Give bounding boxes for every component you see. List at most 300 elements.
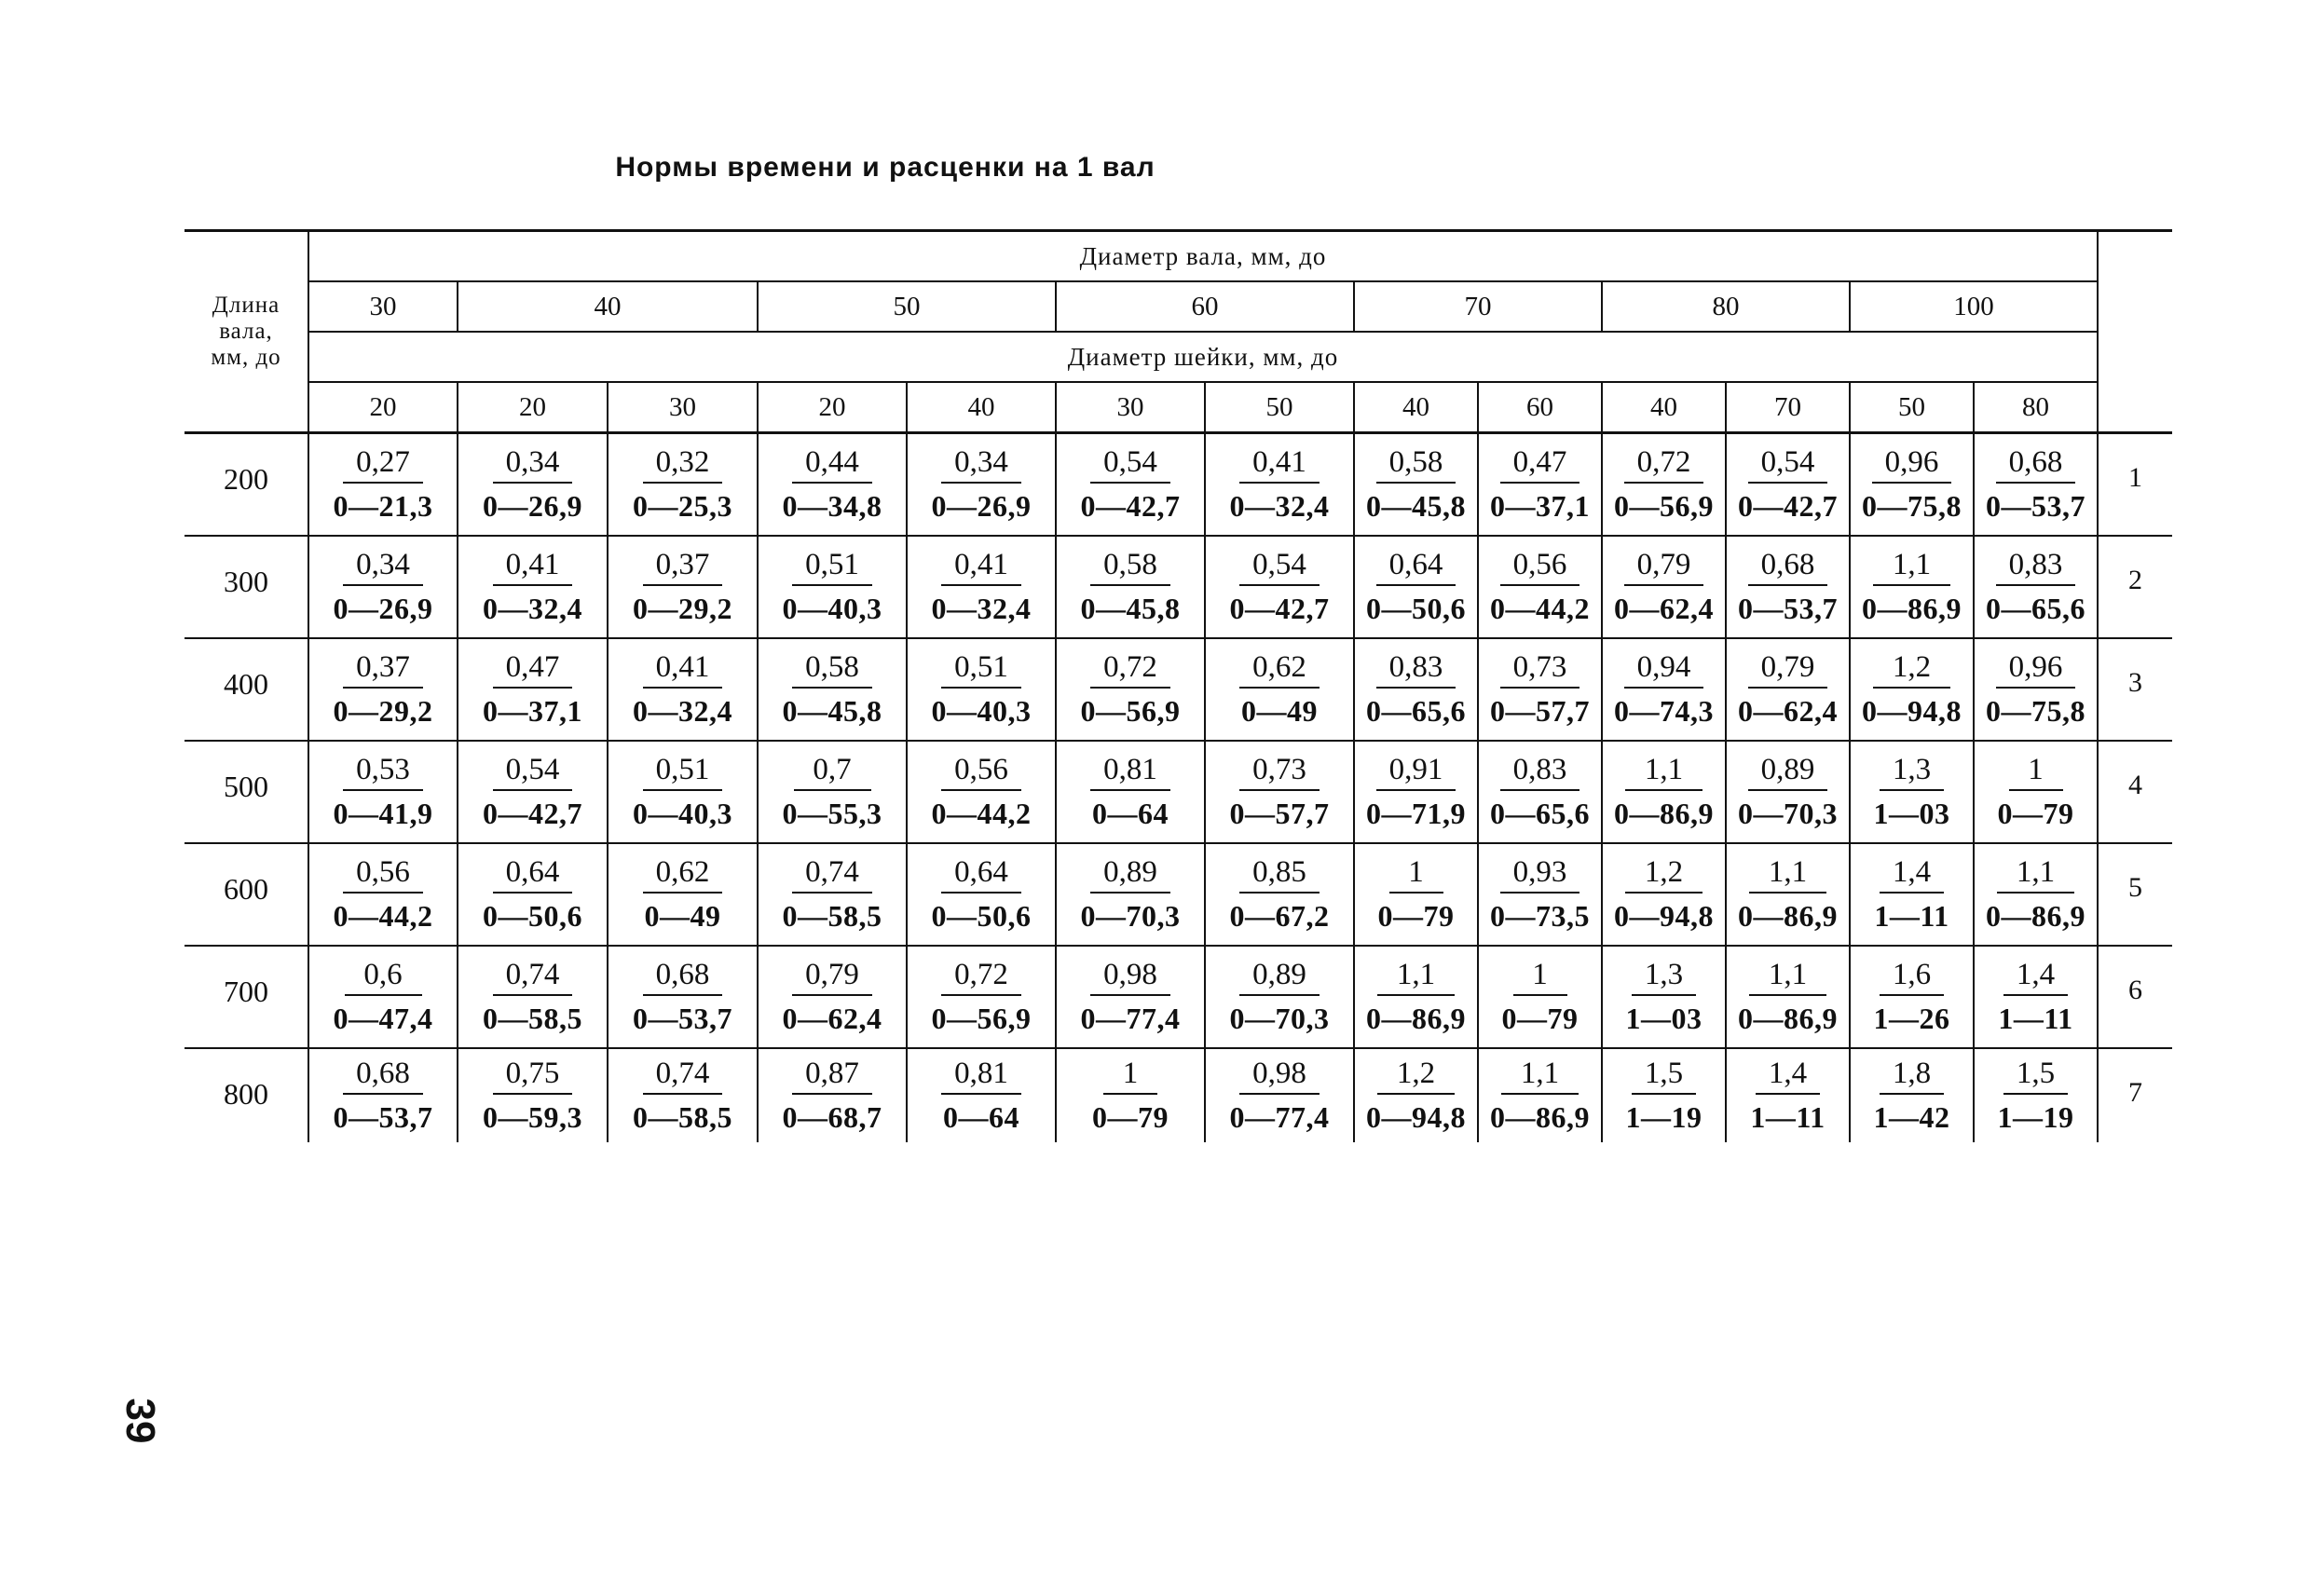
rate-value: 1—11 xyxy=(1750,1100,1826,1134)
rate-value: 0—79 xyxy=(1092,1100,1169,1134)
time-norm: 0,87 xyxy=(792,1056,872,1095)
time-rate-fraction xyxy=(1744,1056,1831,1136)
time-norm: 1,8 xyxy=(1880,1056,1944,1095)
time-rate-fraction xyxy=(334,957,433,1037)
rate-value: 0—77,4 xyxy=(1229,1100,1330,1134)
norm-cell xyxy=(1602,638,1726,741)
time-norm: 0,41 xyxy=(493,547,573,586)
time-rate-fraction xyxy=(1079,547,1182,627)
rate-value: 0—40,3 xyxy=(782,592,882,625)
time-rate-fraction xyxy=(1079,649,1182,730)
time-rate-fraction xyxy=(1228,752,1331,832)
norm-cell xyxy=(1850,946,1974,1048)
rate-value: 0—75,8 xyxy=(1862,489,1962,523)
rate-value: 0—32,4 xyxy=(633,694,732,728)
rate-value: 0—86,9 xyxy=(1490,1100,1590,1134)
time-rate-fraction xyxy=(1737,649,1839,730)
time-rate-fraction xyxy=(783,752,882,832)
time-rate-fraction xyxy=(482,957,584,1037)
norm-cell xyxy=(1974,1048,2098,1142)
time-norm: 0,89 xyxy=(1090,854,1170,893)
rate-value: 0—49 xyxy=(644,899,721,933)
norm-cell xyxy=(1354,433,1478,537)
shaft-diameter-cell: 40 xyxy=(458,281,758,332)
rate-value: 0—37,1 xyxy=(1490,489,1590,523)
length-header-line: мм, до xyxy=(211,345,281,370)
rate-value: 1—11 xyxy=(1874,899,1949,933)
rate-value: 0—57,7 xyxy=(1229,797,1330,830)
neck-diameter-cell: 80 xyxy=(1974,382,2098,433)
time-rate-fraction xyxy=(930,752,1032,832)
rate-value: 0—58,5 xyxy=(483,1002,582,1035)
rate-value: 0—62,4 xyxy=(1614,592,1714,625)
time-norm: 0,73 xyxy=(1500,649,1580,689)
time-norm: 0,83 xyxy=(1376,649,1456,689)
norm-cell xyxy=(1726,1048,1850,1142)
rate-value: 0—32,4 xyxy=(1229,489,1330,523)
rate-value: 0—67,2 xyxy=(1229,899,1330,933)
time-norm: 1,3 xyxy=(1632,957,1696,996)
time-rate-fraction xyxy=(1079,957,1182,1037)
norm-cell xyxy=(758,433,907,537)
time-rate-fraction xyxy=(632,1056,734,1136)
rate-value: 0—53,7 xyxy=(1986,489,2085,523)
time-norm: 1 xyxy=(2009,752,2063,791)
time-rate-fraction xyxy=(632,752,734,832)
time-norm: 0,37 xyxy=(343,649,423,689)
row-number: 5 xyxy=(2098,843,2172,946)
rate-value: 0—21,3 xyxy=(333,489,433,523)
norm-cell xyxy=(1850,536,1974,638)
shaft-diameter-header: Диаметр вала, мм, до xyxy=(308,231,2098,282)
time-norm: 1,1 xyxy=(1501,1056,1579,1095)
time-rate-fraction xyxy=(332,649,434,730)
norm-cell xyxy=(1602,536,1726,638)
shaft-diameter-cell: 30 xyxy=(308,281,458,332)
time-norm: 0,83 xyxy=(1500,752,1580,791)
time-norm: 0,68 xyxy=(343,1056,423,1095)
rate-value: 0—26,9 xyxy=(333,592,433,625)
rate-value: 0—58,5 xyxy=(633,1100,732,1134)
norm-cell xyxy=(608,638,758,741)
rate-value: 0—86,9 xyxy=(1738,1002,1838,1035)
norm-cell xyxy=(1478,1048,1602,1142)
rate-value: 0—37,1 xyxy=(483,694,582,728)
row-number: 4 xyxy=(2098,741,2172,843)
table-row xyxy=(185,946,2172,1048)
norm-cell xyxy=(1478,536,1602,638)
rate-value: 0—50,6 xyxy=(931,899,1032,933)
shaft-diameter-cell: 60 xyxy=(1056,281,1354,332)
time-norm: 0,47 xyxy=(493,649,573,689)
time-norm: 0,72 xyxy=(1624,444,1704,484)
table-row xyxy=(185,843,2172,946)
time-norm: 0,79 xyxy=(1748,649,1828,689)
norm-cell xyxy=(1974,741,2098,843)
time-rate-fraction xyxy=(1365,752,1468,832)
neck-diameter-cell: 50 xyxy=(1850,382,1974,433)
norm-cell xyxy=(308,946,458,1048)
rate-value: 0—53,7 xyxy=(633,1002,732,1035)
rate-value: 0—29,2 xyxy=(333,694,433,728)
time-norm: 0,41 xyxy=(941,547,1021,586)
time-norm: 1,2 xyxy=(1625,854,1702,893)
rate-value: 0—32,4 xyxy=(483,592,582,625)
rate-value: 0—29,2 xyxy=(633,592,732,625)
rate-value: 0—73,5 xyxy=(1490,899,1590,933)
time-norm: 1,4 xyxy=(1756,1056,1820,1095)
rate-value: 0—75,8 xyxy=(1986,694,2085,728)
norm-cell xyxy=(758,536,907,638)
time-rate-fraction xyxy=(332,854,434,934)
rate-value: 0—42,7 xyxy=(483,797,582,830)
time-rate-fraction xyxy=(1079,444,1182,525)
neck-diameter-cell: 40 xyxy=(907,382,1056,433)
length-cell: 300 xyxy=(185,536,308,638)
time-norm: 0,51 xyxy=(792,547,872,586)
norm-cell xyxy=(608,741,758,843)
rate-value: 0—77,4 xyxy=(1080,1002,1181,1035)
rate-value: 0—45,8 xyxy=(1366,489,1466,523)
norm-cell xyxy=(1974,433,2098,537)
rate-value: 0—70,3 xyxy=(1229,1002,1330,1035)
time-rate-fraction xyxy=(1502,957,1579,1037)
norm-cell xyxy=(1478,433,1602,537)
time-norm: 0,53 xyxy=(343,752,423,791)
rate-value: 0—94,8 xyxy=(1862,694,1962,728)
time-rate-fraction xyxy=(1365,547,1468,627)
time-norm: 0,83 xyxy=(1996,547,2076,586)
time-rate-fraction xyxy=(1228,1056,1331,1136)
time-norm: 0,91 xyxy=(1376,752,1456,791)
norm-cell xyxy=(308,1048,458,1142)
time-rate-fraction xyxy=(482,649,584,730)
rate-value: 1—42 xyxy=(1873,1100,1950,1134)
norm-cell xyxy=(1850,1048,1974,1142)
time-norm: 0,79 xyxy=(792,957,872,996)
time-norm: 1 xyxy=(1389,854,1443,893)
time-norm: 0,72 xyxy=(941,957,1021,996)
rate-value: 0—86,9 xyxy=(1862,592,1962,625)
rate-value: 0—47,4 xyxy=(333,1002,433,1035)
time-norm: 0,72 xyxy=(1090,649,1170,689)
time-rate-fraction xyxy=(1613,649,1716,730)
norm-cell xyxy=(1056,1048,1205,1142)
time-norm: 1,3 xyxy=(1880,752,1944,791)
norm-cell xyxy=(758,946,907,1048)
norm-cell xyxy=(1056,433,1205,537)
time-norm: 0,51 xyxy=(941,649,1021,689)
time-norm: 0,44 xyxy=(792,444,872,484)
norm-cell xyxy=(1602,946,1726,1048)
time-rate-fraction xyxy=(1613,547,1716,627)
row-number: 2 xyxy=(2098,536,2172,638)
time-norm: 0,79 xyxy=(1624,547,1704,586)
time-norm: 0,74 xyxy=(792,854,872,893)
time-rate-fraction xyxy=(632,444,734,525)
time-rate-fraction xyxy=(1079,854,1182,934)
rate-value: 0—58,5 xyxy=(782,899,882,933)
rate-value: 0—44,2 xyxy=(333,899,433,933)
time-norm: 0,41 xyxy=(1239,444,1320,484)
rate-value: 0—71,9 xyxy=(1366,797,1466,830)
time-norm: 0,56 xyxy=(941,752,1021,791)
time-norm: 0,34 xyxy=(941,444,1021,484)
time-rate-fraction xyxy=(1092,1056,1169,1136)
rate-value: 1—11 xyxy=(1998,1002,2073,1035)
row-number: 7 xyxy=(2098,1048,2172,1142)
norm-cell xyxy=(1726,433,1850,537)
time-norm: 0,75 xyxy=(493,1056,573,1095)
row-number: 6 xyxy=(2098,946,2172,1048)
time-rate-fraction xyxy=(781,854,883,934)
time-norm: 1,1 xyxy=(1377,957,1455,996)
norm-cell xyxy=(907,638,1056,741)
rate-value: 0—65,6 xyxy=(1986,592,2085,625)
neck-diameter-cell: 40 xyxy=(1354,382,1478,433)
time-norm: 1,4 xyxy=(1880,854,1944,893)
neck-diameter-cell: 20 xyxy=(458,382,608,433)
time-norm: 0,93 xyxy=(1500,854,1580,893)
rate-value: 0—42,7 xyxy=(1229,592,1330,625)
norm-cell xyxy=(1726,536,1850,638)
norm-cell xyxy=(308,843,458,946)
table-row xyxy=(185,1048,2172,1142)
time-norm: 0,41 xyxy=(643,649,723,689)
norm-cell xyxy=(458,1048,608,1142)
time-rate-fraction xyxy=(1862,547,1962,627)
norm-cell xyxy=(1354,843,1478,946)
rate-value: 0—44,2 xyxy=(1490,592,1590,625)
row-number-header xyxy=(2098,231,2172,433)
norm-cell xyxy=(1974,946,2098,1048)
time-rate-fraction xyxy=(482,1056,584,1136)
time-rate-fraction xyxy=(1365,444,1468,525)
rate-value: 0—53,7 xyxy=(1738,592,1838,625)
rate-value: 0—40,3 xyxy=(931,694,1032,728)
row-number: 1 xyxy=(2098,433,2172,537)
time-rate-fraction xyxy=(1868,1056,1955,1136)
time-norm: 0,54 xyxy=(1090,444,1170,484)
time-norm: 0,64 xyxy=(1376,547,1456,586)
rate-value: 0—79 xyxy=(1501,1002,1579,1035)
time-rate-fraction xyxy=(1378,854,1455,934)
rate-value: 0—70,3 xyxy=(1738,797,1838,830)
time-rate-fraction xyxy=(1738,854,1838,934)
norm-cell xyxy=(1205,741,1354,843)
time-rate-fraction xyxy=(930,444,1032,525)
time-rate-fraction xyxy=(1868,957,1955,1037)
shaft-diameter-cell: 50 xyxy=(758,281,1056,332)
rate-value: 0—26,9 xyxy=(931,489,1032,523)
time-rate-fraction xyxy=(482,752,584,832)
norm-cell xyxy=(1726,843,1850,946)
time-norm: 1,1 xyxy=(1749,957,1826,996)
time-norm: 0,32 xyxy=(643,444,723,484)
time-norm: 0,62 xyxy=(643,854,723,893)
rate-value: 0—65,6 xyxy=(1490,797,1590,830)
time-rate-fraction xyxy=(1738,957,1838,1037)
time-rate-fraction xyxy=(781,547,883,627)
norm-cell xyxy=(458,638,608,741)
time-norm: 0,56 xyxy=(1500,547,1580,586)
time-rate-fraction xyxy=(1489,444,1592,525)
time-rate-fraction xyxy=(930,957,1032,1037)
norm-cell xyxy=(1056,946,1205,1048)
time-norm: 0,81 xyxy=(941,1056,1021,1095)
length-cell: 600 xyxy=(185,843,308,946)
neck-diameter-header: Диаметр шейки, мм, до xyxy=(308,332,2098,382)
norm-cell xyxy=(907,741,1056,843)
rate-value: 0—59,3 xyxy=(483,1100,582,1134)
time-norm: 0,81 xyxy=(1090,752,1170,791)
norm-cell xyxy=(758,638,907,741)
time-rate-fraction xyxy=(1489,547,1592,627)
page-number: 39 xyxy=(117,1398,163,1444)
time-norm: 0,68 xyxy=(643,957,723,996)
time-rate-fraction xyxy=(1490,1056,1590,1136)
rate-value: 0—86,9 xyxy=(1614,797,1714,830)
norm-cell xyxy=(907,1048,1056,1142)
norm-cell xyxy=(458,843,608,946)
time-rate-fraction xyxy=(1228,649,1331,730)
time-norm: 1,2 xyxy=(1377,1056,1455,1095)
time-norm: 0,98 xyxy=(1239,1056,1320,1095)
time-norm: 0,58 xyxy=(1376,444,1456,484)
time-rate-fraction xyxy=(781,649,883,730)
time-rate-fraction xyxy=(1613,444,1716,525)
time-rate-fraction xyxy=(1868,854,1955,934)
norm-cell xyxy=(758,1048,907,1142)
rate-value: 0—62,4 xyxy=(782,1002,882,1035)
norm-cell xyxy=(907,946,1056,1048)
norm-cell xyxy=(1205,638,1354,741)
time-rate-fraction xyxy=(482,547,584,627)
norm-cell xyxy=(458,946,608,1048)
time-rate-fraction xyxy=(1079,752,1182,832)
norm-cell xyxy=(1602,433,1726,537)
time-norm: 0,98 xyxy=(1090,957,1170,996)
norm-cell xyxy=(608,1048,758,1142)
norm-cell xyxy=(1850,638,1974,741)
norm-cell xyxy=(608,433,758,537)
time-rate-fraction xyxy=(632,854,734,934)
rate-value: 0—65,6 xyxy=(1366,694,1466,728)
time-norm: 0,96 xyxy=(1872,444,1952,484)
norms-table xyxy=(185,229,2172,1142)
shaft-diameter-cell: 100 xyxy=(1850,281,2098,332)
rate-value: 0—41,9 xyxy=(333,797,433,830)
time-rate-fraction xyxy=(930,1056,1032,1136)
norm-cell xyxy=(1205,843,1354,946)
norm-cell xyxy=(608,536,758,638)
norm-cell xyxy=(608,946,758,1048)
time-rate-fraction xyxy=(1489,854,1592,934)
time-norm: 1,6 xyxy=(1880,957,1944,996)
length-header-line: Длина xyxy=(212,293,280,318)
rate-value: 0—50,6 xyxy=(1366,592,1466,625)
time-norm: 0,68 xyxy=(1996,444,2076,484)
rate-value: 0—68,7 xyxy=(782,1100,882,1134)
norm-cell xyxy=(1205,1048,1354,1142)
length-cell: 500 xyxy=(185,741,308,843)
time-rate-fraction xyxy=(1986,854,2085,934)
neck-diameter-cell: 30 xyxy=(1056,382,1205,433)
table-row xyxy=(185,741,2172,843)
rate-value: 0—40,3 xyxy=(633,797,732,830)
time-norm: 0,54 xyxy=(493,752,573,791)
neck-diameter-cell: 60 xyxy=(1478,382,1602,433)
time-rate-fraction xyxy=(1614,854,1714,934)
rate-value: 0—86,9 xyxy=(1738,899,1838,933)
norm-cell xyxy=(1056,638,1205,741)
time-rate-fraction xyxy=(930,854,1032,934)
time-rate-fraction xyxy=(781,1056,883,1136)
time-norm: 1,5 xyxy=(2003,1056,2068,1095)
norm-cell xyxy=(458,741,608,843)
time-rate-fraction xyxy=(332,444,434,525)
norm-cell xyxy=(458,536,608,638)
time-rate-fraction xyxy=(1992,1056,2079,1136)
time-rate-fraction xyxy=(1228,547,1331,627)
neck-diameter-cell: 50 xyxy=(1205,382,1354,433)
shaft-diameter-cell: 70 xyxy=(1354,281,1602,332)
neck-diameter-cell: 20 xyxy=(308,382,458,433)
rate-value: 0—64 xyxy=(1092,797,1169,830)
time-norm: 0,34 xyxy=(493,444,573,484)
norm-cell xyxy=(1354,946,1478,1048)
norm-cell xyxy=(1850,433,1974,537)
norm-cell xyxy=(1726,638,1850,741)
time-rate-fraction xyxy=(1620,1056,1707,1136)
rate-value: 1—19 xyxy=(1625,1100,1702,1134)
norm-cell xyxy=(1850,741,1974,843)
time-rate-fraction xyxy=(632,649,734,730)
time-rate-fraction xyxy=(1862,649,1962,730)
norm-cell xyxy=(308,741,458,843)
rate-value: 0—50,6 xyxy=(483,899,582,933)
neck-diameter-cell: 40 xyxy=(1602,382,1726,433)
norm-cell xyxy=(907,433,1056,537)
norm-cell xyxy=(907,536,1056,638)
norm-cell xyxy=(1478,946,1602,1048)
rate-value: 0—74,3 xyxy=(1614,694,1714,728)
norm-cell xyxy=(308,638,458,741)
rate-value: 0—34,8 xyxy=(782,489,882,523)
time-rate-fraction xyxy=(632,957,734,1037)
norm-cell xyxy=(1205,536,1354,638)
time-rate-fraction xyxy=(930,547,1032,627)
norm-cell xyxy=(907,843,1056,946)
time-rate-fraction xyxy=(1228,957,1331,1037)
table-row xyxy=(185,638,2172,741)
time-rate-fraction xyxy=(1985,547,2087,627)
time-norm: 1,2 xyxy=(1873,649,1950,689)
time-norm: 0,56 xyxy=(343,854,423,893)
norm-cell xyxy=(758,843,907,946)
norm-cell xyxy=(1354,1048,1478,1142)
time-rate-fraction xyxy=(1366,1056,1466,1136)
time-norm: 0,27 xyxy=(343,444,423,484)
norm-cell xyxy=(1354,638,1478,741)
time-rate-fraction xyxy=(930,649,1032,730)
neck-diameter-cell: 30 xyxy=(608,382,758,433)
time-rate-fraction xyxy=(1861,444,1963,525)
length-header-line: вала, xyxy=(219,319,273,344)
length-cell: 800 xyxy=(224,1077,268,1111)
norm-cell xyxy=(1726,946,1850,1048)
time-norm: 0,85 xyxy=(1239,854,1320,893)
